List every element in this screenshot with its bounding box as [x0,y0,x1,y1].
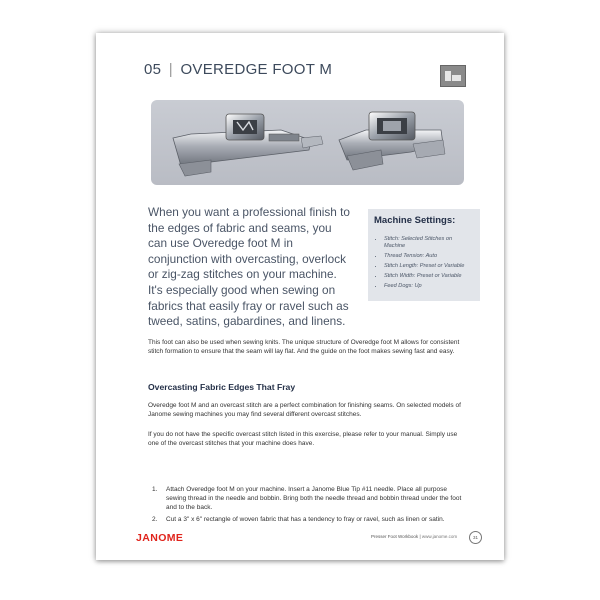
step-number: 2. [152,516,158,523]
right-presser-foot [339,112,445,170]
page-header [144,61,332,78]
setting-item: • Feed Dogs: Up [384,283,474,290]
step-text: Cut a 3" x 6" rectangle of woven fabric that has a tendency to fray or ravel, such as linen or satin. [166,516,445,523]
janome-logo: JANOME [136,532,184,544]
website-link[interactable]: www.janome.com [421,534,458,539]
page-footer [371,534,457,539]
step-number: 1. [152,486,158,493]
setting-item: • Stitch Width: Preset or Variable [384,273,474,280]
workbook-page [96,33,504,560]
instruction-step [148,515,468,524]
knits-paragraph: This foot can also be used when sewing knits. The unique structure of Overedge foot M allows for consistent stitch formation to ensure that the seam will lay flat. And the guide on the foot makes sewing fast and easy. [148,339,460,355]
presser-foot-thumbnail-icon [440,65,466,87]
section-heading: Overcasting Fabric Edges That Fray [148,382,296,392]
left-presser-foot [173,114,323,176]
machine-settings-box [368,209,480,301]
footer-separator: | [419,534,421,539]
step-text: Attach Overedge foot M on your machine. Insert a Janome Blue Tip #11 needle. Place all purpose sewing thread in the needle and bobbin. Bring both the needle thread and bobbin thread under the foot and to the back. [166,486,462,511]
setting-item: • Stitch Length: Preset or Variable [384,263,474,270]
presser-feet-illustration [151,100,464,185]
overedge-foot-photo [151,100,464,185]
section-paragraph-1: Overedge foot M and an overcast stitch are a perfect combination for finishing seams. On selected models of Janome sewing machines you may find several different overcast stitches. [148,402,461,418]
setting-item: • Stitch: Selected Stitches on Machine [384,236,474,250]
machine-settings-list [374,236,474,290]
machine-settings-title: Machine Settings: [374,215,456,226]
section-number: 05 [144,61,162,78]
page-title: OVEREDGE FOOT M [180,61,333,78]
setting-item: • Thread Tension: Auto [384,253,474,260]
instruction-step [148,485,468,512]
intro-paragraph: When you want a professional finish to the edges of fabric and seams, you can use Overedge foot M in conjunction with overcasting, overlock or zig-zag stitches on your machine. It's especially good when sewing on fabrics that easily fray or ravel such as tweed, satins, gabardines, and linens. [148,205,350,329]
workbook-name: Presser Foot Workbook [371,534,419,539]
instruction-steps [148,485,468,527]
page-number: 31 [469,531,482,544]
section-paragraph-2: If you do not have the specific overcast stitch listed in this exercise, please refer to your manual. Simply use one of the overcast stitches that your machine does have. [148,431,458,447]
header-separator: | [168,61,173,78]
